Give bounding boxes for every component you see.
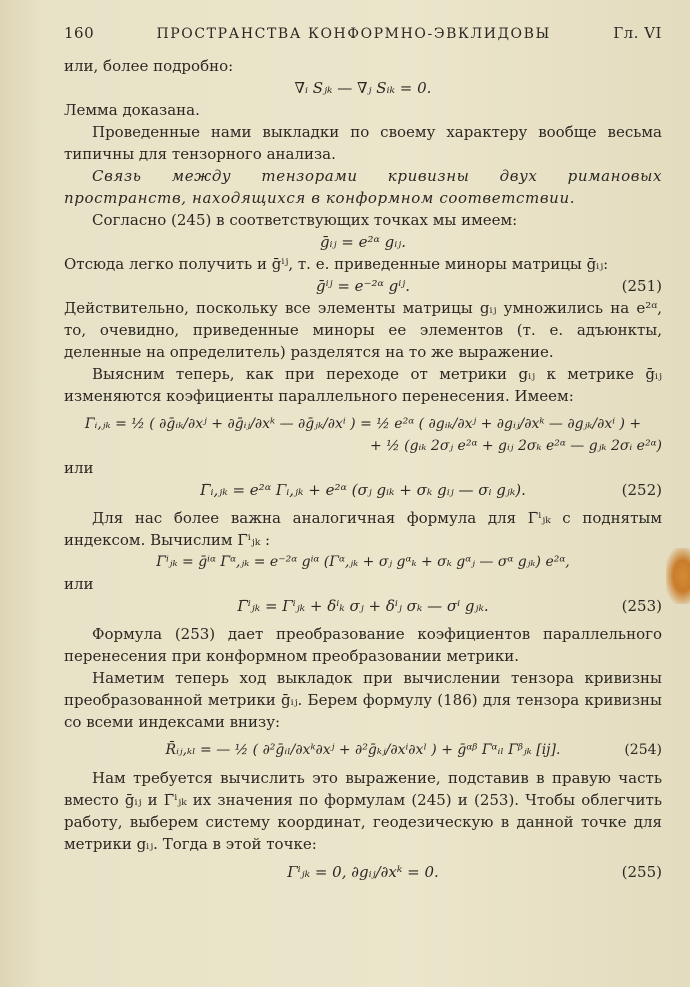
paragraph: Действительно, поскольку все элементы матрицы gᵢⱼ умножились на e²ᵅ, то, очевидно, приведенные миноры ее элементов (т. е. адъюнкты, деленные на определитель) разделятся на то же выражение. [64, 299, 662, 361]
page-number: 160 [64, 24, 95, 42]
page-stain [666, 548, 690, 604]
paragraph: Наметим теперь ход выкладок при вычислении тензора кривизны преобразованной метрики ḡᵢⱼ. Берем формулу (186) для тензора кривизны со всеми индексами внизу: [64, 669, 662, 731]
formula-body: Γ̄ⁱⱼₖ = Γⁱⱼₖ + δⁱₖ σⱼ + δⁱⱼ σₖ — σⁱ gⱼₖ. [237, 597, 489, 615]
text-line: или [64, 575, 94, 593]
formula-body: ḡⁱʲ = e⁻²ᵅ gⁱʲ. [316, 277, 410, 295]
text-line: Лемма доказана. [64, 101, 200, 119]
paragraph: Выясним теперь, как при переходе от метрики gᵢⱼ к метрике ḡᵢⱼ изменяются коэфициенты параллельного перенесения. Имеем: [64, 365, 662, 405]
formula-255 [64, 861, 662, 883]
text-line: или, более подробно: [64, 57, 234, 75]
formula: ∇ᵢ Sⱼₖ — ∇ⱼ Sᵢₖ = 0. [294, 79, 432, 97]
formula-251 [64, 275, 662, 297]
formula: ḡᵢⱼ = e²ᵅ gᵢⱼ. [319, 233, 407, 251]
paragraph: Формула (253) дает преобразование коэфициентов параллельного перенесения при конформном преобразовании метрики. [64, 625, 662, 665]
equation-number: (254) [624, 742, 662, 758]
chapter-label: Гл. VI [613, 24, 662, 42]
running-title: ПРОСТРАНСТВА КОНФОРМНО-ЭВКЛИДОВЫ [156, 26, 551, 42]
paragraph: Для нас более важна аналогичная формула для Γ̄ⁱⱼₖ с поднятым индексом. Вычислим Γ̄ⁱⱼₖ : [64, 509, 662, 549]
equation-number: (255) [621, 863, 662, 881]
equation-number: (252) [621, 481, 662, 499]
paragraph: Согласно (245) в соответствующих точках мы имеем: [92, 211, 518, 229]
formula-253 [64, 595, 662, 617]
formula: Γ̄ⁱⱼₖ = ḡⁱᵅ Γ̄ᵅ,ⱼₖ = e⁻²ᵅ gⁱᵅ (Γᵅ,ⱼₖ + σⱼ gᵅₖ + σₖ gᵅⱼ — σᵅ gⱼₖ) e²ᵅ, [156, 554, 570, 570]
paragraph: Отсюда легко получить и ḡⁱʲ, т. е. приведенные миноры матрицы ḡᵢⱼ: [64, 255, 609, 273]
italic-heading: Связь между тензорами кривизны двух римановых пространств, находящихся в конформном соответствии. [64, 167, 662, 207]
formula-body: R̄ᵢⱼ,ₖₗ = — ½ ( ∂²ḡᵢₗ/∂xᵏ∂xʲ + ∂²ḡₖⱼ/∂xⁱ∂xˡ ) + ḡᵅᵝ Γ̄ᵅᵢₗ Γ̄ᵝⱼₖ [ij]. [165, 742, 561, 758]
formula-gamma-lower: Γ̄ᵢ,ⱼₖ = ½ ( ∂ḡᵢₖ/∂xʲ + ∂ḡᵢⱼ/∂xᵏ — ∂ḡⱼₖ/∂xⁱ ) = ½ e²ᵅ ( ∂gᵢₖ/∂xʲ + ∂gᵢⱼ/∂xᵏ — ∂gⱼₖ/∂xⁱ ) + [84, 416, 642, 432]
formula-252 [64, 479, 662, 501]
equation-number: (251) [621, 277, 662, 295]
text-line: или [64, 459, 94, 477]
running-header [64, 22, 662, 45]
formula-254 [64, 739, 662, 761]
formula-body: Γ̄ᵢ,ⱼₖ = e²ᵅ Γᵢ,ⱼₖ + e²ᵅ (σⱼ gᵢₖ + σₖ gᵢⱼ — σᵢ gⱼₖ). [200, 481, 526, 499]
formula-body: Γⁱⱼₖ = 0, ∂gᵢⱼ/∂xᵏ = 0. [287, 863, 439, 881]
formula-gamma-lower-cont: + ½ (gᵢₖ 2σⱼ e²ᵅ + gᵢⱼ 2σₖ e²ᵅ — gⱼₖ 2σᵢ e²ᵅ) [369, 438, 662, 454]
equation-number: (253) [621, 597, 662, 615]
paragraph: Проведенные нами выкладки по своему характеру вообще весьма типичны для тензорного анализа. [64, 123, 662, 163]
paragraph: Нам требуется вычислить это выражение, подставив в правую часть вместо ḡᵢⱼ и Γ̄ⁱⱼₖ их значения по формулам (245) и (253). Чтобы облегчить работу, выберем систему координат, геодезическую в данной точке для метрики gᵢⱼ. Тогда в этой точке: [64, 769, 662, 853]
